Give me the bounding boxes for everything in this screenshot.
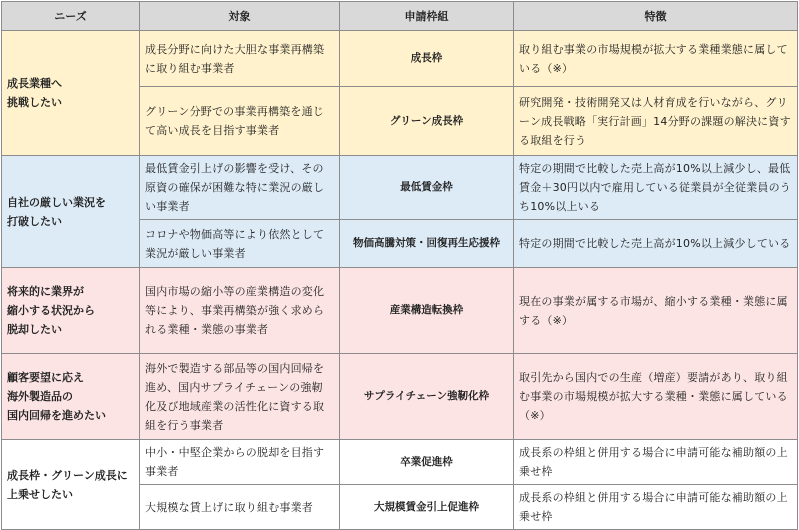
target-cell: 中小・中堅企業からの脱却を目指す事業者: [140, 440, 340, 485]
frame-cell: 物価高騰対策・回復再生応援枠: [340, 220, 514, 268]
feature-cell: 研究開発・技術開発又は人材育成を行いながら、グリーン成長戦略「実行計画」14分野の課題の解決に資する取組を行う: [514, 87, 798, 156]
target-cell: コロナや物価高等により依然として業況が厳しい事業者: [140, 220, 340, 268]
feature-cell: 取引先から国内での生産（増産）要請があり、取り組む事業の市場規模が拡大する業種・業態に属している（※）: [514, 354, 798, 440]
target-cell: 国内市場の縮小等の産業構造の変化等により、事業再構築が強く求められる業種・業態の事業者: [140, 268, 340, 354]
frame-cell: 産業構造転換枠: [340, 268, 514, 354]
feature-cell: 取り組む事業の市場規模が拡大する業種業態に属している（※）: [514, 31, 798, 87]
need-text: 成長業種へ 挑戦したい: [7, 77, 62, 109]
need-text: 将来的に業界が 縮小する状況から 脱却したい: [7, 285, 95, 336]
need-cell: [2, 156, 140, 268]
header-feature: 特徴: [514, 2, 798, 31]
header-frame: 申請枠組: [340, 2, 514, 31]
frame-cell: 卒業促進枠: [340, 440, 514, 485]
table-row: [2, 440, 798, 485]
target-cell: 成長分野に向けた大胆な事業再構築に取り組む事業者: [140, 31, 340, 87]
header-target: 対象: [140, 2, 340, 31]
need-text: 顧客要望に応え 海外製造品の 国内回帰を進めたい: [7, 371, 106, 422]
target-cell: グリーン分野での事業再構築を通じて高い成長を目指す事業者: [140, 87, 340, 156]
need-cell: [2, 354, 140, 440]
frame-cell: 最低賃金枠: [340, 156, 514, 220]
frame-cell: 大規模賃金引上促進枠: [340, 485, 514, 530]
header-needs: ニーズ: [2, 2, 140, 31]
frame-cell: グリーン成長枠: [340, 87, 514, 156]
target-cell: 大規模な賃上げに取り組む事業者: [140, 485, 340, 530]
need-cell: [2, 440, 140, 530]
feature-cell: 特定の期間で比較した売上高が10%以上減少し、最低賃金＋30円以内で雇用している従業員が全従業員のうち10%以上いる: [514, 156, 798, 220]
feature-cell: 現在の事業が属する市場が、縮小する業種・業態に属する（※）: [514, 268, 798, 354]
table-row: [2, 268, 798, 354]
frame-cell: サプライチェーン強靭化枠: [340, 354, 514, 440]
need-cell: [2, 268, 140, 354]
feature-cell: 特定の期間で比較した売上高が10%以上減少している: [514, 220, 798, 268]
table-row: [2, 156, 798, 220]
table-row: [2, 31, 798, 87]
header-row: [2, 2, 798, 31]
need-text: 自社の厳しい業況を 打破したい: [7, 195, 106, 228]
feature-cell: 成長系の枠組と併用する場合に申請可能な補助額の上乗せ枠: [514, 485, 798, 530]
need-cell: [2, 31, 140, 156]
target-cell: 最低賃金引上げの影響を受け、その原資の確保が困難な特に業況の厳しい事業者: [140, 156, 340, 220]
need-text: 成長枠・グリーン成長に 上乗せしたい: [7, 468, 128, 501]
feature-cell: 成長系の枠組と併用する場合に申請可能な補助額の上乗せ枠: [514, 440, 798, 485]
target-cell: 海外で製造する部品等の国内回帰を進め、国内サプライチェーンの強靭化及び地域産業の活性化に資する取組を行う事業者: [140, 354, 340, 440]
table-row: [2, 354, 798, 440]
frame-cell: 成長枠: [340, 31, 514, 87]
subsidy-frame-table: [1, 1, 798, 530]
